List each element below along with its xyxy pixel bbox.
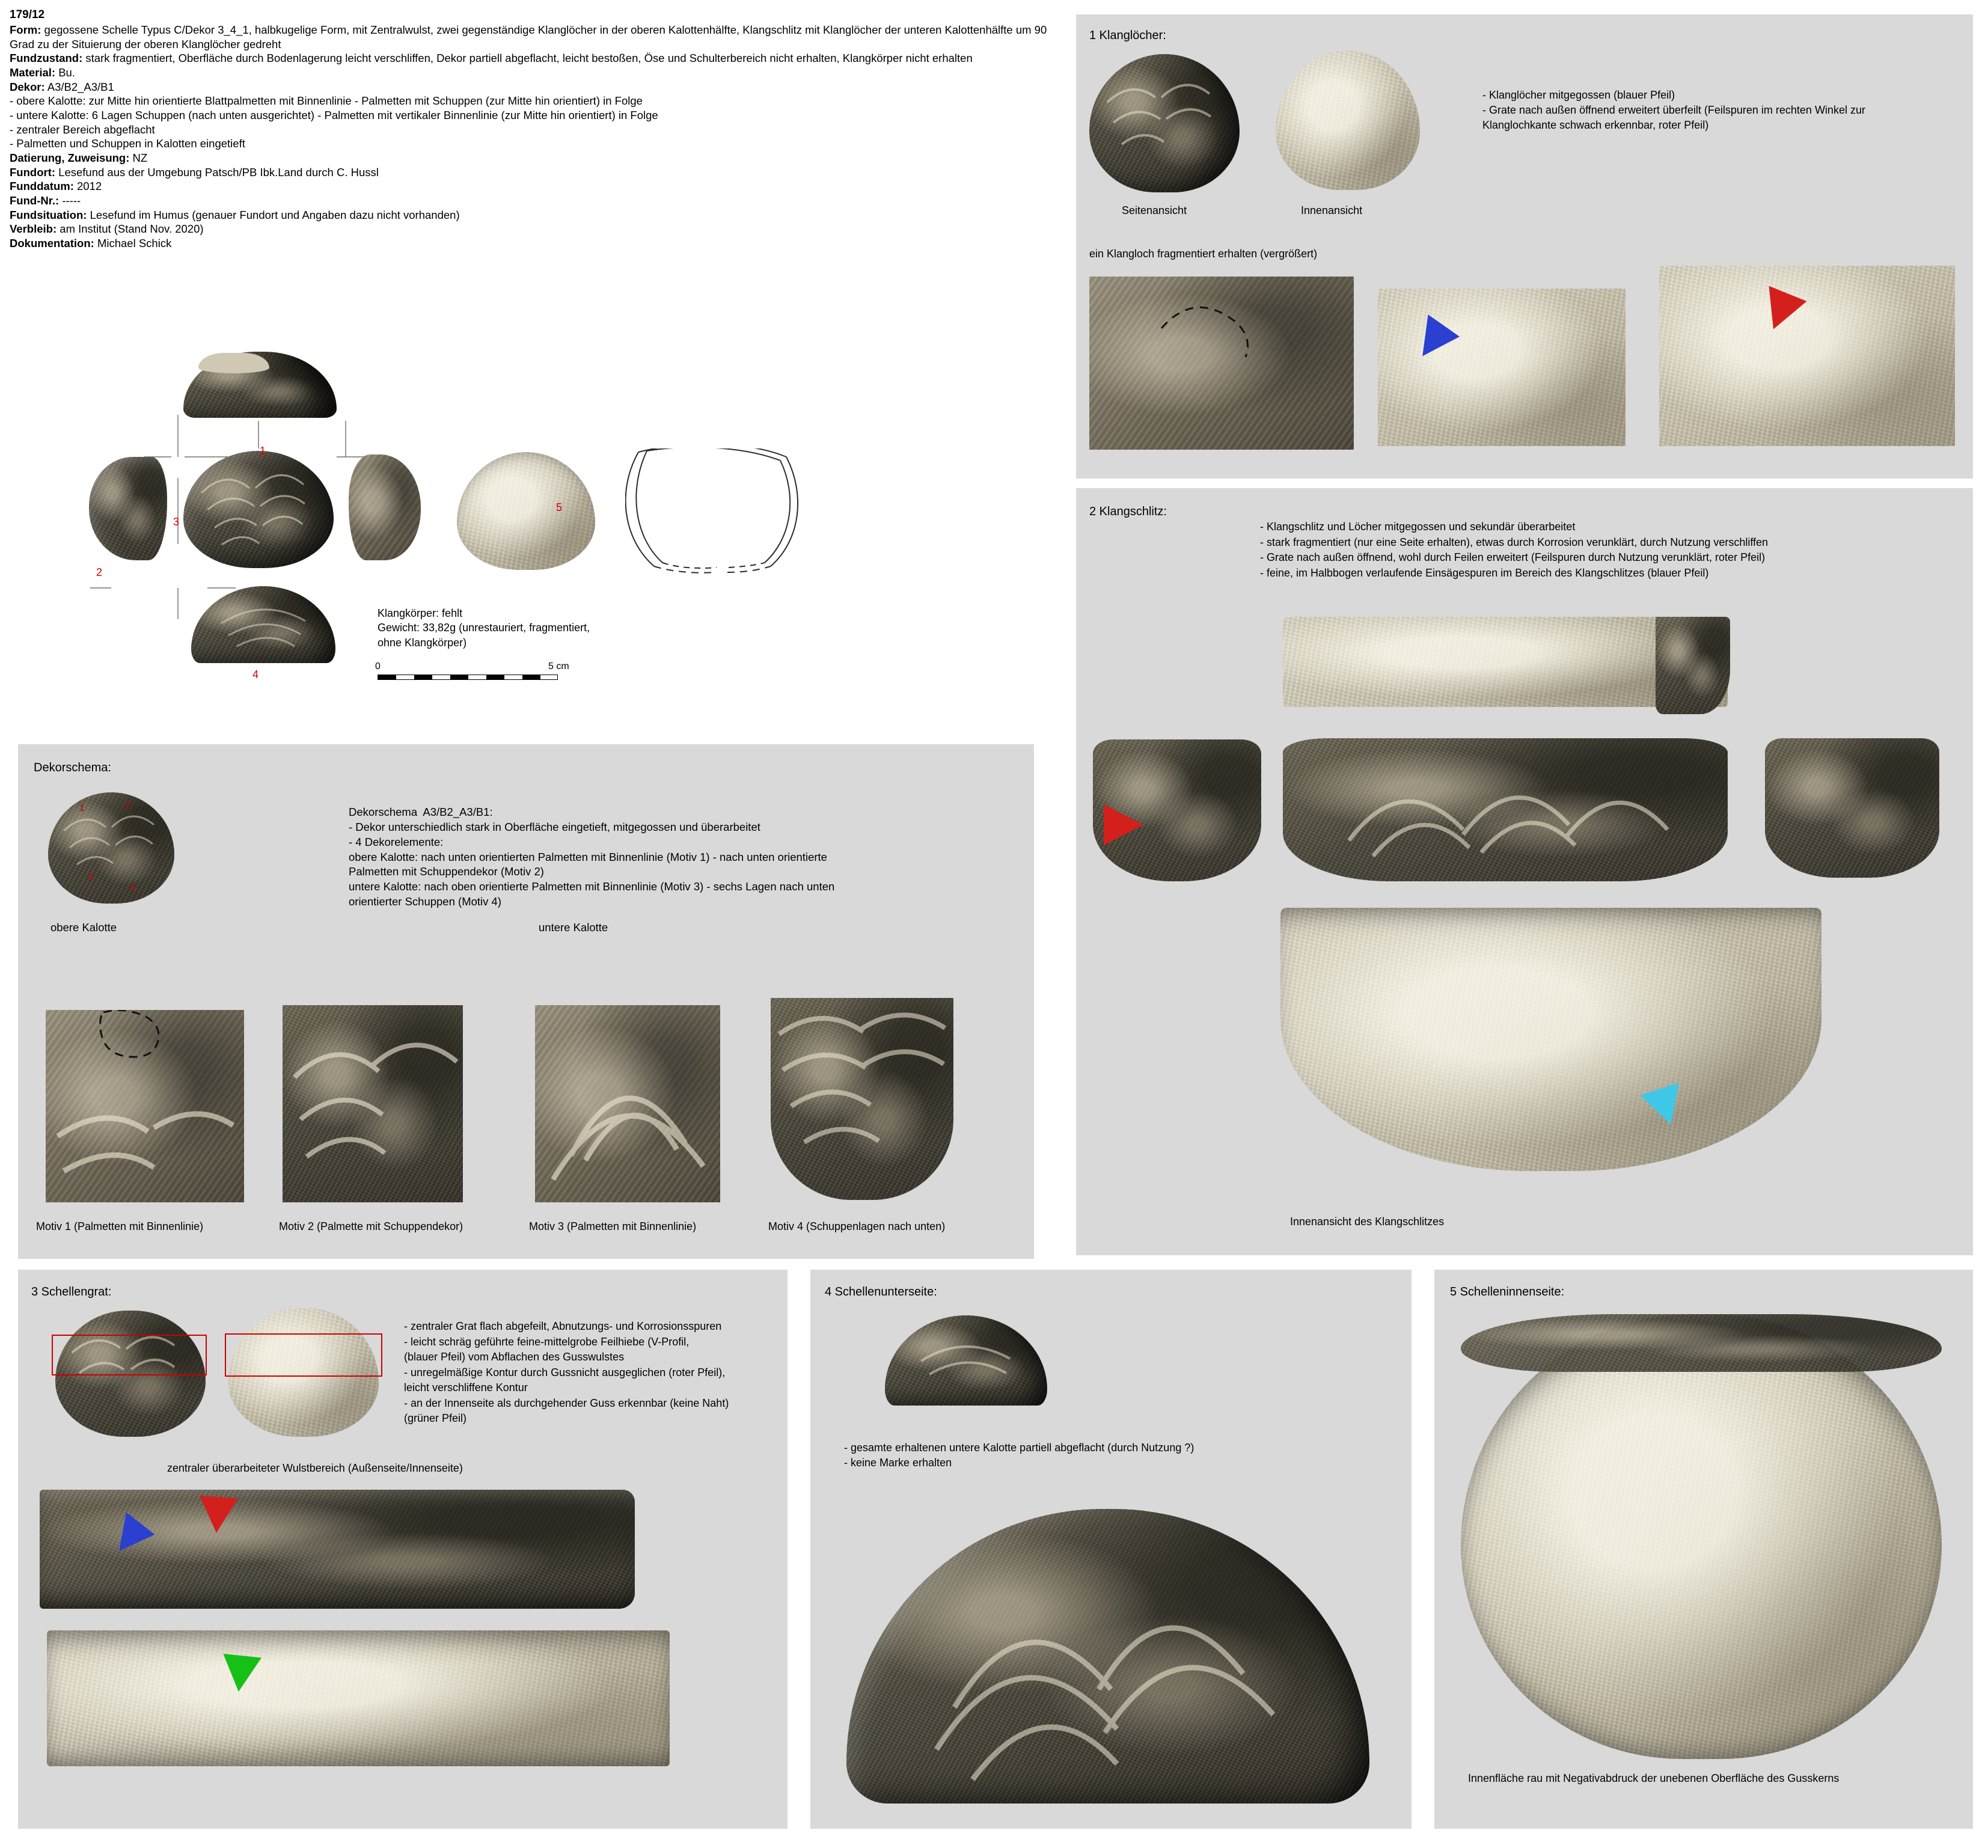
schellenunterseite-note: - keine Marke erhalten — [844, 1457, 952, 1469]
overview-number-4: 4 — [252, 669, 259, 681]
klangloecher-note: - Klanglöcher mitgegossen (blauer Pfeil) — [1482, 89, 1675, 101]
motiv-3-detail — [535, 1005, 720, 1202]
header-line — [10, 151, 1074, 165]
header-line — [10, 194, 1074, 208]
dekorschema-body-line: Palmetten mit Schuppendekor (Motiv 2) — [349, 865, 544, 878]
klangloch-label-innenansicht: Innenansicht — [1301, 204, 1363, 216]
overview-note: Gewicht: 33,82g (unrestauriert, fragmentiert, — [378, 622, 590, 634]
header-line-label: Dokumentation: — [10, 237, 94, 250]
header-line-label: Funddatum: — [10, 180, 74, 193]
header-line-label: Dekor: — [10, 80, 45, 93]
klangschlitz-frag-2-decor — [1283, 738, 1728, 881]
header-line-text: ----- — [59, 194, 81, 207]
header-line-label: Fund-Nr.: — [10, 194, 60, 207]
dekorschema-body-line: untere Kalotte: nach oben orientierte Palmetten mit Binnenlinie (Motiv 3) - sechs Lagen nach unten — [349, 880, 835, 893]
overview-number-5: 5 — [556, 501, 563, 513]
schellengrat-note: - unregelmäßige Kontur durch Gussnicht ausgeglichen (roter Pfeil), — [404, 1366, 726, 1378]
klangschlitz-notes — [1260, 519, 1768, 581]
dekorschema-body-line: - 4 Dekorelemente: — [349, 835, 444, 848]
klangloch-macro-3 — [1659, 266, 1955, 446]
header-line — [10, 165, 1074, 180]
motiv-2-detail — [283, 1005, 463, 1202]
schelleninnenseite-rim — [1461, 1314, 1942, 1372]
overview-notes — [378, 606, 590, 650]
overview-number-2: 2 — [96, 566, 103, 578]
schelleninnenseite-caption: Innenfläche rau mit Negativabdruck der unebenen Oberfläche des Gusskerns — [1468, 1772, 1840, 1784]
overview-view-3-decor — [183, 451, 334, 568]
schellenunterseite-macro-decor — [846, 1509, 1369, 1804]
schelleninnenseite-photo — [1461, 1314, 1942, 1759]
header-line-text: Bu. — [55, 66, 75, 79]
header-line — [10, 94, 1074, 108]
header-line — [10, 208, 1074, 222]
klangschlitz-strip-end — [1656, 617, 1730, 714]
klangschlitz-note: - stark fragmentiert (nur eine Seite erhalten), etwas durch Korrosion verunklärt, durch Nutzung verschliffen — [1260, 536, 1769, 548]
overview-profile-drawing — [625, 448, 806, 575]
header-line-text: stark fragmentiert, Oberfläche durch Bodenlagerung leicht verschliffen, Dekor partiell abgeflacht, leicht bestoßen, Öse und Schulterbereich nicht erhalten, Klangkörper nicht erhalten — [82, 52, 973, 65]
klangloch-macro-2 — [1378, 289, 1626, 446]
klangloecher-note: - Grate nach außen öffnend erweitert überfeilt (Feilspuren im rechten Winkel zur — [1482, 104, 1865, 117]
scale-bar — [378, 675, 558, 680]
klangschlitz-note: - feine, im Halbbogen verlaufende Einsägespuren im Bereich des Klangschlitzes (blauer Pfeil) — [1260, 566, 1709, 579]
schellengrat-note: - leicht schräg geführte feine-mittelgrobe Feilhiebe (V-Profil, — [404, 1335, 690, 1348]
motiv-1-caption: Motiv 1 (Palmetten mit Binnenlinie) — [36, 1220, 204, 1232]
header-line-text: A3/B2_A3/B1 — [44, 80, 114, 93]
schellengrat-note: (grüner Pfeil) — [404, 1412, 467, 1425]
green-arrow-schellengrat — [219, 1654, 261, 1693]
schellengrat-note: - an der Innenseite als durchgehender Guss erkennbar (keine Naht) — [404, 1397, 729, 1409]
klangschlitz-title: 2 Klangschlitz: — [1089, 505, 1167, 518]
motiv-4-caption: Motiv 4 (Schuppenlagen nach unten) — [768, 1220, 946, 1232]
header-line-label: Fundsituation: — [10, 208, 87, 221]
dekorschema-body-title: Dekorschema A3/B2_A3/B1: — [349, 806, 493, 818]
motiv-4-detail — [771, 998, 953, 1200]
crop-marker-innen — [225, 1333, 382, 1377]
dekorschema-body-line: - Dekor unterschiedlich stark in Oberfläche eingetieft, mitgegossen und überarbeitet — [349, 821, 760, 833]
header-line — [10, 108, 1074, 123]
klangloch-seitenansicht-decor — [1089, 54, 1240, 192]
klangloecher-note: Klanglochkante schwach erkennbar, roter Pfeil) — [1482, 119, 1709, 132]
header-line-label: Fundort: — [10, 165, 56, 179]
red-arrow-schellengrat — [197, 1496, 238, 1534]
header-line-text: gegossene Schelle Typus C/Dekor 3_4_1, halbkugelige Form, mit Zentralwulst, zwei gegenständige Klanglöcher in der oberen Kalottenhälfte, Klangschlitz mit Klanglöcher der unteren Kalottenhälfte um 90 Grad zu der Situierung der oberen Klanglöcher gedreht — [10, 23, 1047, 50]
schellenunterseite-overview-decor — [885, 1315, 1047, 1406]
header-line — [10, 222, 1074, 236]
overview-note: Klangkörper: fehlt — [378, 607, 463, 619]
header-line-label: Verbleib: — [10, 222, 57, 236]
header-line — [10, 66, 1074, 80]
klangloecher-title: 1 Klanglöcher: — [1089, 29, 1166, 42]
header-line-text: - obere Kalotte: zur Mitte hin orientierte Blattpalmetten mit Binnenlinie - Palmetten mit Schuppen (zur Mitte hin orientiert) in Folge — [10, 94, 643, 108]
klangschlitz-frag-3 — [1765, 738, 1939, 878]
header-line — [10, 136, 1074, 151]
header-line — [10, 123, 1074, 137]
schellenunterseite-title: 4 Schellenunterseite: — [825, 1285, 937, 1299]
page-id: 179/12 — [10, 8, 45, 21]
header-line-label: Fundzustand: — [10, 52, 83, 65]
overview-figure — [0, 337, 1070, 721]
motiv-3-caption: Motiv 3 (Palmetten mit Binnenlinie) — [529, 1220, 697, 1232]
schellengrat-note: (blauer Pfeil) vom Abflachen des Gusswulstes — [404, 1351, 625, 1363]
crop-marker-aussen — [52, 1335, 207, 1375]
overview-note: ohne Klangkörper) — [378, 636, 467, 649]
label-obere-kalotte: obere Kalotte — [50, 921, 117, 934]
header-line-label: Form: — [10, 23, 41, 36]
header-line-text: - untere Kalotte: 6 Lagen Schuppen (nach unten ausgerichtet) - Palmetten mit vertikaler Binnenlinie (zur Mitte hin orientiert) in Folge — [10, 109, 658, 122]
scale-label-left: 0 — [375, 661, 381, 672]
schellengrat-macro-innen — [47, 1630, 670, 1766]
red-arrow-klangschlitz-1 — [1104, 804, 1143, 845]
dekorschema-number-2: 2 — [125, 801, 130, 811]
overview-number-1: 1 — [260, 445, 266, 457]
header-line-text: Lesefund im Humus (genauer Fundort und Angaben dazu nicht vorhanden) — [87, 208, 460, 221]
header-line-text: 2012 — [73, 180, 102, 193]
header-line-label: Datierung, Zuweisung: — [10, 151, 130, 165]
header-line-text: am Institut (Stand Nov. 2020) — [57, 222, 204, 236]
schelleninnenseite-title: 5 Schelleninnenseite: — [1450, 1285, 1565, 1299]
schellengrat-caption: zentraler überarbeiteter Wulstbereich (Außenseite/Innenseite) — [167, 1462, 463, 1474]
klangloch-macro-1-notch — [1089, 277, 1354, 450]
header-line-text: Michael Schick — [94, 237, 172, 250]
header-line — [10, 80, 1074, 94]
klangschlitz-note: - Grate nach außen öffnend, wohl durch Feilen erweitert (Feilspuren durch Nutzung verunklärt, roter Pfeil) — [1260, 551, 1766, 564]
label-untere-kalotte: untere Kalotte — [539, 921, 608, 934]
schellenunterseite-note: - gesamte erhaltenen untere Kalotte partiell abgeflacht (durch Nutzung ?) — [844, 1442, 1194, 1454]
klangloecher-caption: ein Klangloch fragmentiert erhalten (vergrößert) — [1089, 248, 1318, 260]
klangschlitz-note: - Klangschlitz und Löcher mitgegossen und sekundär überarbeitet — [1260, 521, 1576, 533]
overview-number-3: 3 — [173, 516, 180, 528]
motiv-1-detail — [46, 1010, 244, 1202]
header-line — [10, 179, 1074, 194]
header-line — [10, 236, 1074, 251]
klangloecher-notes — [1482, 88, 1865, 133]
header-line — [10, 23, 1074, 51]
schellenunterseite-notes — [844, 1440, 1194, 1470]
dekorschema-number-4: 4 — [130, 883, 135, 893]
header-line-text: NZ — [129, 151, 148, 165]
schellengrat-title: 3 Schellengrat: — [31, 1285, 112, 1299]
schellengrat-note: - zentraler Grat flach abgefeilt, Abnutzungs- und Korrosionsspuren — [404, 1320, 722, 1332]
header-line-text: - Palmetten und Schuppen in Kalotten eingetieft — [10, 137, 245, 150]
header-line-text: - zentraler Bereich abgeflacht — [10, 123, 155, 136]
header-line-label: Material: — [10, 66, 56, 79]
dekorschema-number-3: 3 — [88, 873, 93, 883]
klangloch-label-seitenansicht: Seitenansicht — [1122, 204, 1187, 216]
header-line-text: Lesefund aus der Umgebung Patsch/PB Ibk.Land durch C. Hussl — [55, 165, 379, 179]
dekorschema-body-line: orientierter Schuppen (Motiv 4) — [349, 895, 501, 908]
motiv-2-caption: Motiv 2 (Palmette mit Schuppendekor) — [279, 1220, 463, 1232]
header-description — [10, 23, 1074, 251]
dekorschema-title: Dekorschema: — [34, 761, 111, 774]
klangschlitz-caption: Innenansicht des Klangschlitzes — [1290, 1216, 1445, 1228]
header-line — [10, 51, 1074, 66]
dekorschema-overview-decor — [48, 792, 174, 904]
scale-label-right: 5 cm — [548, 661, 569, 672]
overview-view-4-decor — [191, 586, 335, 663]
dekorschema-body-line: obere Kalotte: nach unten orientierten Palmetten mit Binnenlinie (Motiv 1) - nach unten orientierte — [349, 850, 827, 863]
dekorschema-number-1: 1 — [79, 803, 85, 813]
schellengrat-notes — [404, 1319, 729, 1427]
dekorschema-body — [349, 820, 834, 910]
schellengrat-note: leicht verschliffene Kontur — [404, 1381, 528, 1394]
